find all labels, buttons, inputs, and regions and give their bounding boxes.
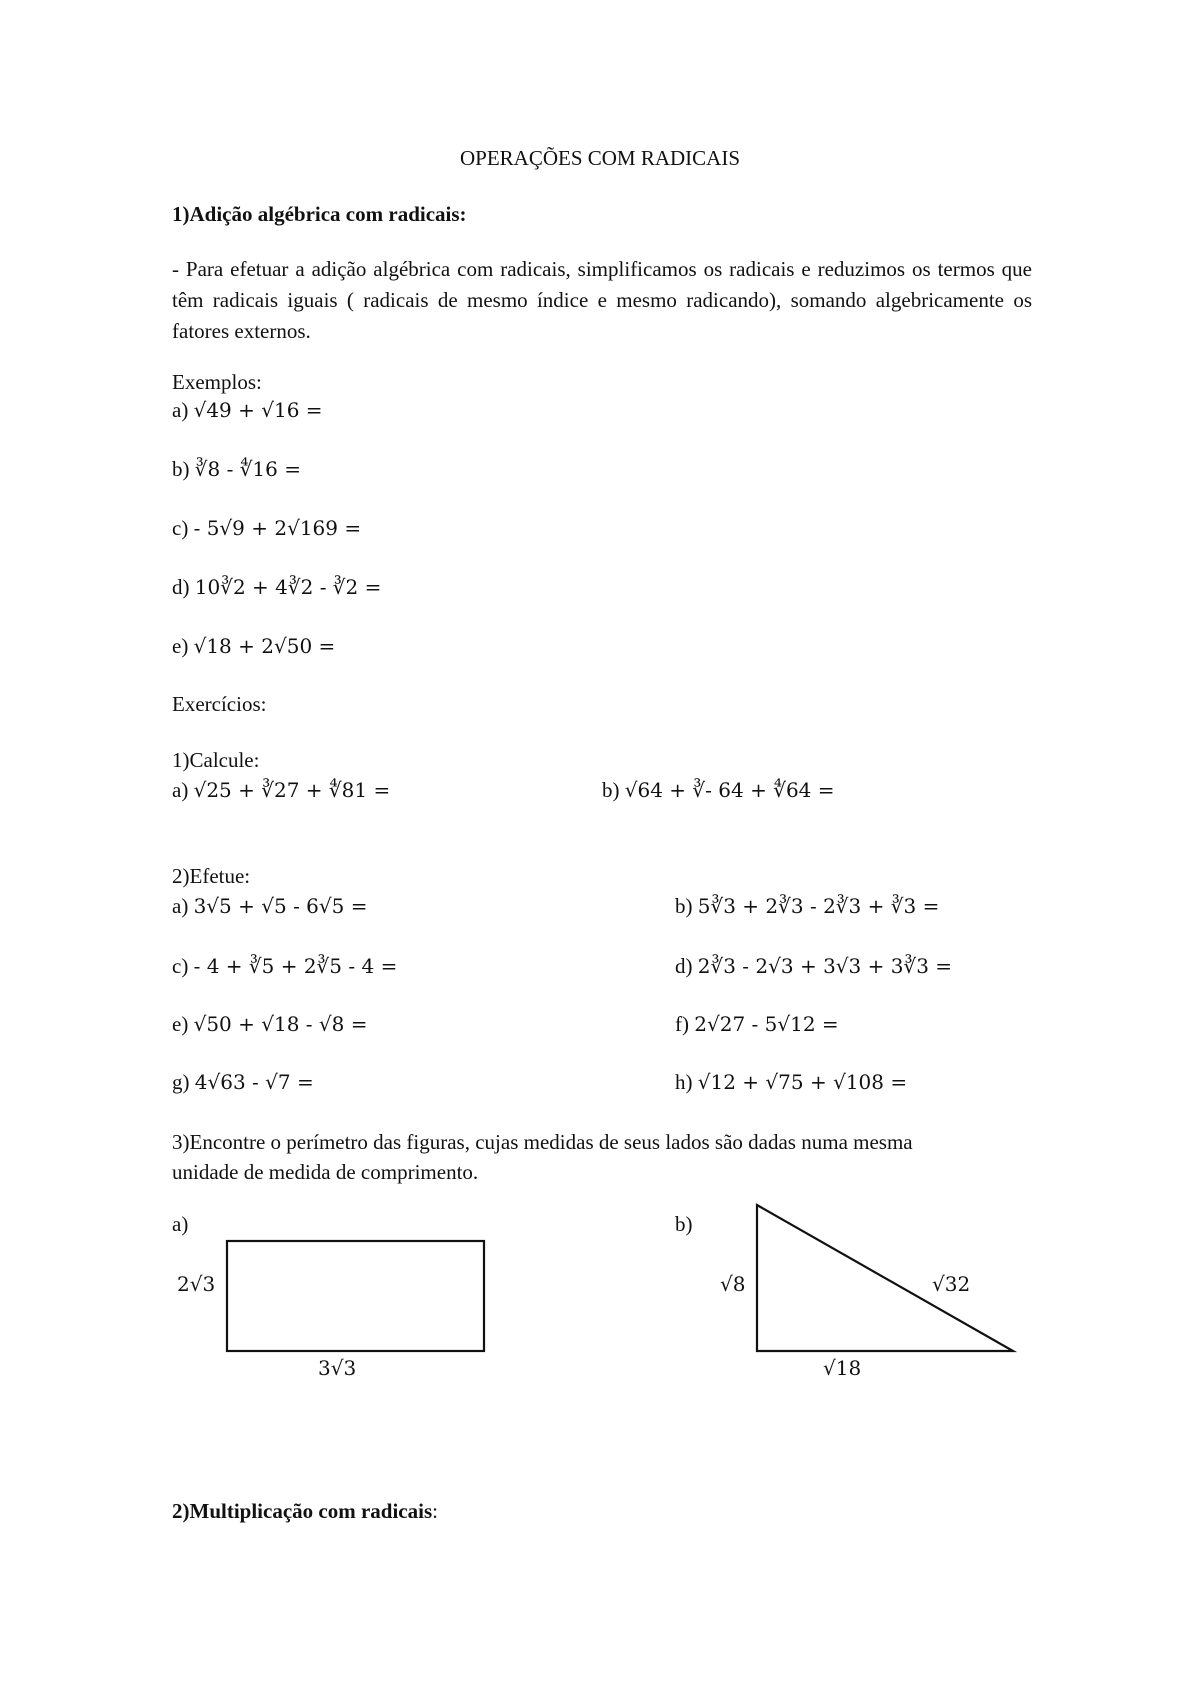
example-c-expr: - 5√9 + 2√169 = [193,516,362,540]
ex1-b-expr: √64 + ∛- 64 + ∜64 = [624,778,835,802]
ex2-e-label: e) [172,1012,189,1036]
ex1-a-expr: √25 + ∛27 + ∜81 = [193,778,391,802]
section2-heading-colon: : [432,1499,438,1523]
ex1-b-label: b) [602,778,620,802]
tri-hyp-label: √32 [932,1272,971,1296]
ex2-d-expr: 2∛3 - 2√3 + 3√3 + 3∛3 = [697,954,953,978]
ex2-c-label: c) [172,954,189,978]
ex2-f-label: f) [675,1012,689,1036]
ex2-a-label: a) [172,894,189,918]
rect-width-label: 3√3 [318,1356,357,1380]
section2-heading [172,1499,438,1524]
section1-heading: 1)Adição algébrica com radicais: [172,202,467,226]
exercises-label: Exercícios: [172,692,267,716]
section2-heading-text: 2)Multiplicação com radicais [172,1499,433,1523]
example-c-label: c) [172,516,189,540]
fig-a-label: a) [172,1212,189,1236]
example-a-expr: √49 + √16 = [193,398,323,422]
ex2-f-expr: 2√27 - 5√12 = [694,1012,839,1036]
example-d-label: d) [172,575,190,599]
example-b-expr: ∛8 - ∜16 = [194,457,301,481]
rect-height-label: 2√3 [177,1272,216,1296]
ex1-heading: 1)Calcule: [172,748,260,772]
ex2-c-expr: - 4 + ∛5 + 2∛5 - 4 = [193,954,398,978]
ex1-a-label: a) [172,778,189,802]
example-d-expr: 10∛2 + 4∛2 - ∛2 = [194,575,382,599]
page-title: OPERAÇÕES COM RADICAIS [459,146,741,170]
ex2-heading: 2)Efetue: [172,864,251,888]
ex2-h-label: h) [675,1070,693,1094]
ex2-h-expr: √12 + √75 + √108 = [697,1070,908,1094]
ex2-e-expr: √50 + √18 - √8 = [193,1012,368,1036]
examples-label: Exemplos: [172,370,262,394]
ex2-g-expr: 4√63 - √7 = [194,1070,314,1094]
example-e-label: e) [172,634,189,658]
ex2-b-label: b) [675,894,693,918]
tri-left-label: √8 [720,1272,746,1296]
intro-paragraph: - Para efetuar a adição algébrica com radicais, simplificamos os radicais e reduzimos os termos que têm radicais iguais ( radicais de mesmo índice e mesmo radicando), somando algebricamente os fatores externos. [172,257,1032,343]
ex3-heading-line1: 3)Encontre o perímetro das figuras, cujas medidas de seus lados são dadas numa mesma [172,1130,913,1154]
ex2-b-expr: 5∛3 + 2∛3 - 2∛3 + ∛3 = [697,894,940,918]
ex2-d-label: d) [675,954,693,978]
ex3-heading-line2: unidade de medida de comprimento. [172,1160,479,1184]
example-e-expr: √18 + 2√50 = [193,634,336,658]
rectangle-figure [227,1241,484,1351]
ex2-g-label: g) [172,1070,190,1094]
ex2-a-expr: 3√5 + √5 - 6√5 = [193,894,368,918]
example-a-label: a) [172,398,189,422]
triangle-figure [757,1205,1013,1351]
fig-b-label: b) [675,1212,693,1236]
example-b-label: b) [172,457,190,481]
tri-base-label: √18 [823,1356,862,1380]
